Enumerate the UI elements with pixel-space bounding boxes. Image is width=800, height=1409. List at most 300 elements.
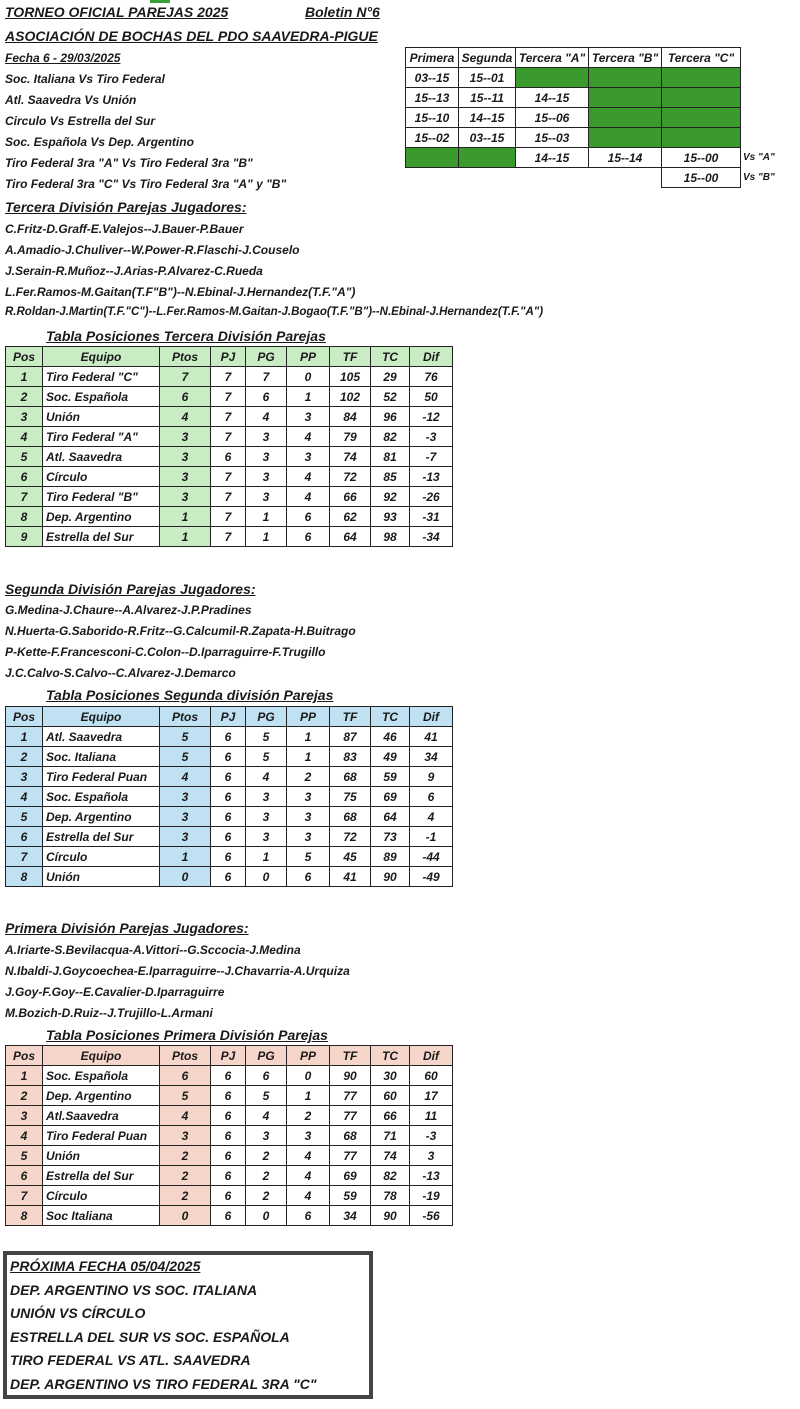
- table-row: [6, 807, 453, 827]
- column-header: Equipo: [43, 1046, 160, 1066]
- table-cell: 17: [410, 1086, 453, 1106]
- table-cell: 4: [160, 1106, 211, 1126]
- table-cell: 5: [160, 1086, 211, 1106]
- table-cell: 79: [330, 427, 371, 447]
- table-row: [6, 1186, 453, 1206]
- table-cell: -34: [410, 527, 453, 547]
- table-cell: 6: [211, 847, 246, 867]
- table-row: [6, 1066, 453, 1086]
- results-grid: [405, 47, 786, 188]
- score-cell: 14--15: [516, 148, 589, 168]
- column-header: Ptos: [160, 707, 211, 727]
- table-cell: 1: [246, 847, 287, 867]
- table-cell: 6: [211, 447, 246, 467]
- player-line: A.Iriarte-S.Bevilacqua-A.Vittori--G.Sccocia-J.Medina: [5, 943, 301, 957]
- table-cell: 59: [371, 767, 410, 787]
- table-cell: 81: [371, 447, 410, 467]
- score-cell: 03--15: [406, 68, 459, 88]
- table-cell: 3: [246, 447, 287, 467]
- column-header: Pos: [6, 347, 43, 367]
- table-cell: 71: [371, 1126, 410, 1146]
- table-cell: 3: [287, 827, 330, 847]
- table-cell: 6: [6, 467, 43, 487]
- table-cell: 2: [6, 747, 43, 767]
- team-name: Tiro Federal "B": [43, 487, 160, 507]
- table-cell: 4: [287, 467, 330, 487]
- column-header: PG: [246, 707, 287, 727]
- player-line: R.Roldan-J.Martin(T.F."C")--L.Fer.Ramos-M.Gaitan-J.Bogao(T.F."B")--N.Ebinal-J.Hernandez(T.F."A"): [5, 306, 544, 318]
- table-cell: 82: [371, 427, 410, 447]
- col-header: Tercera "C": [662, 48, 741, 68]
- team-name: Unión: [43, 1146, 160, 1166]
- team-name: Tiro Federal "C": [43, 367, 160, 387]
- player-line: P-Kette-F.Francesconi-C.Colon--D.Iparraguirre-F.Trugillo: [5, 645, 326, 659]
- team-name: Soc. Italiana: [43, 747, 160, 767]
- team-name: Atl. Saavedra: [43, 727, 160, 747]
- table-row: [6, 1146, 453, 1166]
- table-cell: 7: [246, 367, 287, 387]
- table-cell: 1: [6, 1066, 43, 1086]
- table-cell: 7: [6, 487, 43, 507]
- column-header: PJ: [211, 1046, 246, 1066]
- table-cell: 73: [371, 827, 410, 847]
- table-cell: 66: [330, 487, 371, 507]
- table-cell: 5: [287, 847, 330, 867]
- table-row: [6, 1126, 453, 1146]
- segunda-standings-table: [5, 706, 453, 887]
- table-cell: 6: [211, 787, 246, 807]
- table-cell: 69: [371, 787, 410, 807]
- table-cell: 2: [6, 387, 43, 407]
- table-row: [6, 487, 453, 507]
- table-cell: 2: [160, 1166, 211, 1186]
- table-cell: 3: [6, 407, 43, 427]
- table-cell: 98: [371, 527, 410, 547]
- table-cell: 2: [246, 1146, 287, 1166]
- table-cell: 77: [330, 1146, 371, 1166]
- score-cell: 15--03: [516, 128, 589, 148]
- table-cell: 6: [211, 1146, 246, 1166]
- table-cell: 41: [330, 867, 371, 887]
- score-cell: 15--02: [406, 128, 459, 148]
- table-cell: 6: [211, 867, 246, 887]
- column-header: PP: [287, 347, 330, 367]
- table-row: [6, 1166, 453, 1186]
- table-cell: 6: [211, 1086, 246, 1106]
- table-cell: 8: [6, 1206, 43, 1226]
- table-row: [6, 467, 453, 487]
- tournament-title: TORNEO OFICIAL PAREJAS 2025: [5, 4, 229, 20]
- table-cell: 3: [287, 447, 330, 467]
- table-cell: 3: [246, 1126, 287, 1146]
- table-cell: 5: [6, 807, 43, 827]
- tercera-table-title: Tabla Posiciones Tercera División Parejas: [46, 328, 326, 344]
- player-line: C.Fritz-D.Graff-E.Valejos--J.Bauer-P.Bauer: [5, 222, 244, 236]
- table-cell: 7: [160, 367, 211, 387]
- table-cell: 1: [160, 847, 211, 867]
- table-cell: 93: [371, 507, 410, 527]
- table-cell: 11: [410, 1106, 453, 1126]
- table-cell: -7: [410, 447, 453, 467]
- column-header: Dif: [410, 707, 453, 727]
- table-cell: 6: [246, 1066, 287, 1086]
- table-cell: 3: [160, 427, 211, 447]
- col-header: Tercera "B": [589, 48, 662, 68]
- table-cell: 1: [287, 727, 330, 747]
- table-row: [6, 747, 453, 767]
- column-header: Pos: [6, 1046, 43, 1066]
- table-cell: 74: [371, 1146, 410, 1166]
- team-name: Dep. Argentino: [43, 507, 160, 527]
- table-cell: 5: [246, 1086, 287, 1106]
- score-cell: 15--06: [516, 108, 589, 128]
- table-cell: 76: [410, 367, 453, 387]
- next-match: ESTRELLA DEL SUR VS SOC. ESPAÑOLA: [10, 1328, 290, 1345]
- table-cell: 83: [330, 747, 371, 767]
- table-cell: 5: [6, 447, 43, 467]
- table-cell: 1: [6, 727, 43, 747]
- table-cell: 0: [160, 867, 211, 887]
- table-cell: 69: [330, 1166, 371, 1186]
- score-cell: 14--15: [516, 88, 589, 108]
- table-cell: -56: [410, 1206, 453, 1226]
- table-cell: 6: [160, 1066, 211, 1086]
- table-cell: 77: [330, 1106, 371, 1126]
- table-cell: 90: [371, 867, 410, 887]
- table-cell: 60: [371, 1086, 410, 1106]
- next-match: DEP. ARGENTINO VS SOC. ITALIANA: [10, 1281, 258, 1298]
- round-date: Fecha 6 - 29/03/2025: [5, 51, 121, 65]
- table-cell: 85: [371, 467, 410, 487]
- table-cell: 41: [410, 727, 453, 747]
- player-line: L.Fer.Ramos-M.Gaitan(T.F"B")--N.Ebinal-J.Hernandez(T.F."A"): [5, 285, 356, 299]
- table-cell: 6: [287, 867, 330, 887]
- player-line: A.Amadio-J.Chuliver--W.Power-R.Flaschi-J.Couselo: [5, 243, 300, 257]
- column-header: Pos: [6, 707, 43, 727]
- table-cell: 6: [211, 1066, 246, 1086]
- table-row: [6, 407, 453, 427]
- table-cell: 6: [211, 727, 246, 747]
- table-cell: 4: [6, 427, 43, 447]
- table-cell: 5: [246, 747, 287, 767]
- table-cell: 8: [6, 867, 43, 887]
- table-row: [6, 1086, 453, 1106]
- table-cell: 9: [6, 527, 43, 547]
- table-cell: 60: [410, 1066, 453, 1086]
- team-name: Círculo: [43, 847, 160, 867]
- table-cell: 2: [160, 1146, 211, 1166]
- table-cell: 68: [330, 1126, 371, 1146]
- table-cell: 6: [211, 1106, 246, 1126]
- table-cell: 1: [246, 507, 287, 527]
- table-cell: 77: [330, 1086, 371, 1106]
- player-line: N.Huerta-G.Saborido-R.Fritz--G.Calcumil-R.Zapata-H.Buitrago: [5, 624, 356, 638]
- table-cell: 4: [287, 1146, 330, 1166]
- table-row: [6, 427, 453, 447]
- table-cell: 90: [371, 1206, 410, 1226]
- table-cell: 30: [371, 1066, 410, 1086]
- table-cell: 3: [6, 767, 43, 787]
- table-row: [6, 447, 453, 467]
- table-row: [6, 527, 453, 547]
- column-header: TC: [371, 707, 410, 727]
- table-cell: 2: [246, 1186, 287, 1206]
- table-cell: 7: [211, 507, 246, 527]
- team-name: Dep. Argentino: [43, 807, 160, 827]
- table-cell: 6: [6, 1166, 43, 1186]
- table-cell: -1: [410, 827, 453, 847]
- column-header: Ptos: [160, 1046, 211, 1066]
- bulletin-number: Boletin N°6: [305, 4, 380, 20]
- col-header: Tercera "A": [516, 48, 589, 68]
- next-round-title: PRÓXIMA FECHA 05/04/2025: [10, 1258, 201, 1274]
- column-header: Equipo: [43, 347, 160, 367]
- table-cell: 90: [330, 1066, 371, 1086]
- table-cell: 62: [330, 507, 371, 527]
- table-cell: 3: [287, 1126, 330, 1146]
- table-cell: -49: [410, 867, 453, 887]
- table-row: [6, 867, 453, 887]
- table-cell: 29: [371, 367, 410, 387]
- team-name: Tiro Federal "A": [43, 427, 160, 447]
- player-line: M.Bozich-D.Ruiz--J.Trujillo-L.Armani: [5, 1006, 213, 1020]
- next-match: DEP. ARGENTINO VS TIRO FEDERAL 3RA "C": [10, 1375, 317, 1392]
- table-cell: 105: [330, 367, 371, 387]
- table-cell: 92: [371, 487, 410, 507]
- score-cell: 15--00: [662, 168, 741, 188]
- table-cell: 6: [211, 747, 246, 767]
- table-cell: 0: [287, 1066, 330, 1086]
- table-cell: 6: [246, 387, 287, 407]
- column-header: TC: [371, 1046, 410, 1066]
- table-cell: 49: [371, 747, 410, 767]
- table-cell: 74: [330, 447, 371, 467]
- table-row: [6, 767, 453, 787]
- column-header: TC: [371, 347, 410, 367]
- score-cell: 15--13: [406, 88, 459, 108]
- table-cell: 6: [6, 827, 43, 847]
- match-label: Atl. Saavedra Vs Unión: [5, 93, 137, 107]
- table-cell: 0: [287, 367, 330, 387]
- table-cell: 75: [330, 787, 371, 807]
- table-cell: 1: [287, 387, 330, 407]
- table-cell: 2: [287, 1106, 330, 1126]
- player-line: J.Goy-F.Goy--E.Cavalier-D.Iparraguirre: [5, 985, 225, 999]
- table-cell: 3: [410, 1146, 453, 1166]
- column-header: TF: [330, 707, 371, 727]
- team-name: Estrella del Sur: [43, 827, 160, 847]
- team-name: Tiro Federal Puan: [43, 1126, 160, 1146]
- score-cell: 15--14: [589, 148, 662, 168]
- table-cell: 9: [410, 767, 453, 787]
- table-row: [6, 1206, 453, 1226]
- player-line: J.C.Calvo-S.Calvo--C.Alvarez-J.Demarco: [5, 666, 236, 680]
- table-cell: 3: [246, 487, 287, 507]
- table-cell: 6: [160, 387, 211, 407]
- table-row: [6, 727, 453, 747]
- team-name: Soc. Española: [43, 787, 160, 807]
- column-header: PJ: [211, 347, 246, 367]
- table-cell: -31: [410, 507, 453, 527]
- table-cell: 1: [287, 747, 330, 767]
- table-cell: 3: [246, 427, 287, 447]
- column-header: PG: [246, 347, 287, 367]
- table-cell: 5: [246, 727, 287, 747]
- association-name: ASOCIACIÓN DE BOCHAS DEL PDO SAAVEDRA-PIGUE: [5, 28, 378, 44]
- table-cell: 6: [211, 1166, 246, 1186]
- table-cell: 7: [211, 387, 246, 407]
- table-cell: 6: [287, 527, 330, 547]
- table-cell: 3: [6, 1106, 43, 1126]
- table-cell: 4: [246, 1106, 287, 1126]
- table-cell: 5: [6, 1146, 43, 1166]
- table-cell: -44: [410, 847, 453, 867]
- table-row: [6, 847, 453, 867]
- table-cell: 6: [287, 1206, 330, 1226]
- table-cell: 3: [160, 807, 211, 827]
- match-label: Soc. Italiana Vs Tiro Federal: [5, 72, 165, 86]
- score-cell: 15--01: [459, 68, 516, 88]
- table-cell: 4: [246, 407, 287, 427]
- table-cell: 59: [330, 1186, 371, 1206]
- match-label: Circulo Vs Estrella del Sur: [5, 114, 156, 128]
- table-cell: 2: [246, 1166, 287, 1186]
- table-cell: 102: [330, 387, 371, 407]
- table-cell: 4: [6, 787, 43, 807]
- column-header: TF: [330, 347, 371, 367]
- table-cell: 3: [160, 447, 211, 467]
- player-line: G.Medina-J.Chaure--A.Alvarez-J.P.Pradines: [5, 603, 252, 617]
- table-cell: 4: [287, 1166, 330, 1186]
- table-cell: 3: [160, 1126, 211, 1146]
- table-cell: 3: [160, 827, 211, 847]
- table-cell: 64: [371, 807, 410, 827]
- table-cell: 4: [6, 1126, 43, 1146]
- table-cell: -3: [410, 1126, 453, 1146]
- table-cell: 64: [330, 527, 371, 547]
- table-cell: 68: [330, 767, 371, 787]
- table-cell: 0: [246, 867, 287, 887]
- table-cell: 84: [330, 407, 371, 427]
- match-label: Tiro Federal 3ra "A" Vs Tiro Federal 3ra "B": [5, 156, 253, 170]
- table-cell: 1: [6, 367, 43, 387]
- table-row: [6, 367, 453, 387]
- team-name: Estrella del Sur: [43, 527, 160, 547]
- table-cell: 4: [160, 767, 211, 787]
- team-name: Tiro Federal Puan: [43, 767, 160, 787]
- table-cell: 72: [330, 467, 371, 487]
- primera-standings-table: [5, 1045, 453, 1226]
- table-cell: 6: [211, 1206, 246, 1226]
- table-cell: 96: [371, 407, 410, 427]
- table-cell: 7: [211, 527, 246, 547]
- table-cell: 34: [330, 1206, 371, 1226]
- team-name: Unión: [43, 867, 160, 887]
- tercera-players-title: Tercera División Parejas Jugadores:: [5, 199, 247, 215]
- table-cell: 4: [160, 407, 211, 427]
- table-cell: 7: [6, 847, 43, 867]
- table-cell: 3: [246, 787, 287, 807]
- table-cell: 3: [287, 407, 330, 427]
- table-cell: 6: [211, 827, 246, 847]
- table-cell: 78: [371, 1186, 410, 1206]
- table-cell: 34: [410, 747, 453, 767]
- table-cell: 3: [246, 827, 287, 847]
- table-cell: 3: [246, 467, 287, 487]
- score-cell: 14--15: [459, 108, 516, 128]
- column-header: PG: [246, 1046, 287, 1066]
- team-name: Soc. Española: [43, 387, 160, 407]
- table-cell: 7: [6, 1186, 43, 1206]
- table-cell: 7: [211, 467, 246, 487]
- primera-table-title: Tabla Posiciones Primera División Parejas: [46, 1027, 328, 1043]
- next-match: UNIÓN VS CÍRCULO: [10, 1305, 146, 1321]
- score-cell: 15--10: [406, 108, 459, 128]
- table-cell: 7: [211, 367, 246, 387]
- table-cell: -3: [410, 427, 453, 447]
- team-name: Estrella del Sur: [43, 1166, 160, 1186]
- table-cell: 72: [330, 827, 371, 847]
- table-cell: -19: [410, 1186, 453, 1206]
- segunda-players-title: Segunda División Parejas Jugadores:: [5, 581, 256, 597]
- table-cell: 50: [410, 387, 453, 407]
- team-name: Unión: [43, 407, 160, 427]
- table-cell: 0: [246, 1206, 287, 1226]
- team-name: Círculo: [43, 1186, 160, 1206]
- table-row: [6, 387, 453, 407]
- column-header: Equipo: [43, 707, 160, 727]
- col-header: Primera: [406, 48, 459, 68]
- col-header: Segunda: [459, 48, 516, 68]
- table-cell: 87: [330, 727, 371, 747]
- table-cell: 4: [287, 427, 330, 447]
- table-cell: 0: [160, 1206, 211, 1226]
- table-cell: 6: [211, 767, 246, 787]
- table-cell: 7: [211, 407, 246, 427]
- table-row: [6, 787, 453, 807]
- table-cell: -12: [410, 407, 453, 427]
- table-row: [6, 827, 453, 847]
- table-cell: 4: [287, 1186, 330, 1206]
- table-cell: 6: [211, 1186, 246, 1206]
- match-label: Soc. Española Vs Dep. Argentino: [5, 135, 194, 149]
- table-row: [6, 1106, 453, 1126]
- table-cell: 1: [160, 527, 211, 547]
- top-green-line: [150, 0, 170, 3]
- match-note: Vs "A": [743, 152, 775, 163]
- table-cell: 52: [371, 387, 410, 407]
- team-name: Dep. Argentino: [43, 1086, 160, 1106]
- table-cell: 89: [371, 847, 410, 867]
- table-cell: 3: [287, 787, 330, 807]
- table-cell: 6: [287, 507, 330, 527]
- table-cell: 3: [160, 787, 211, 807]
- team-name: Atl.Saavedra: [43, 1106, 160, 1126]
- table-cell: 2: [287, 767, 330, 787]
- column-header: PP: [287, 1046, 330, 1066]
- table-cell: 46: [371, 727, 410, 747]
- team-name: Soc Italiana: [43, 1206, 160, 1226]
- column-header: PP: [287, 707, 330, 727]
- primera-players-title: Primera División Parejas Jugadores:: [5, 920, 249, 936]
- table-cell: -26: [410, 487, 453, 507]
- table-cell: 2: [160, 1186, 211, 1206]
- column-header: Dif: [410, 347, 453, 367]
- table-cell: 6: [211, 1126, 246, 1146]
- table-cell: 6: [410, 787, 453, 807]
- score-cell: 15--00: [662, 148, 741, 168]
- table-cell: 1: [246, 527, 287, 547]
